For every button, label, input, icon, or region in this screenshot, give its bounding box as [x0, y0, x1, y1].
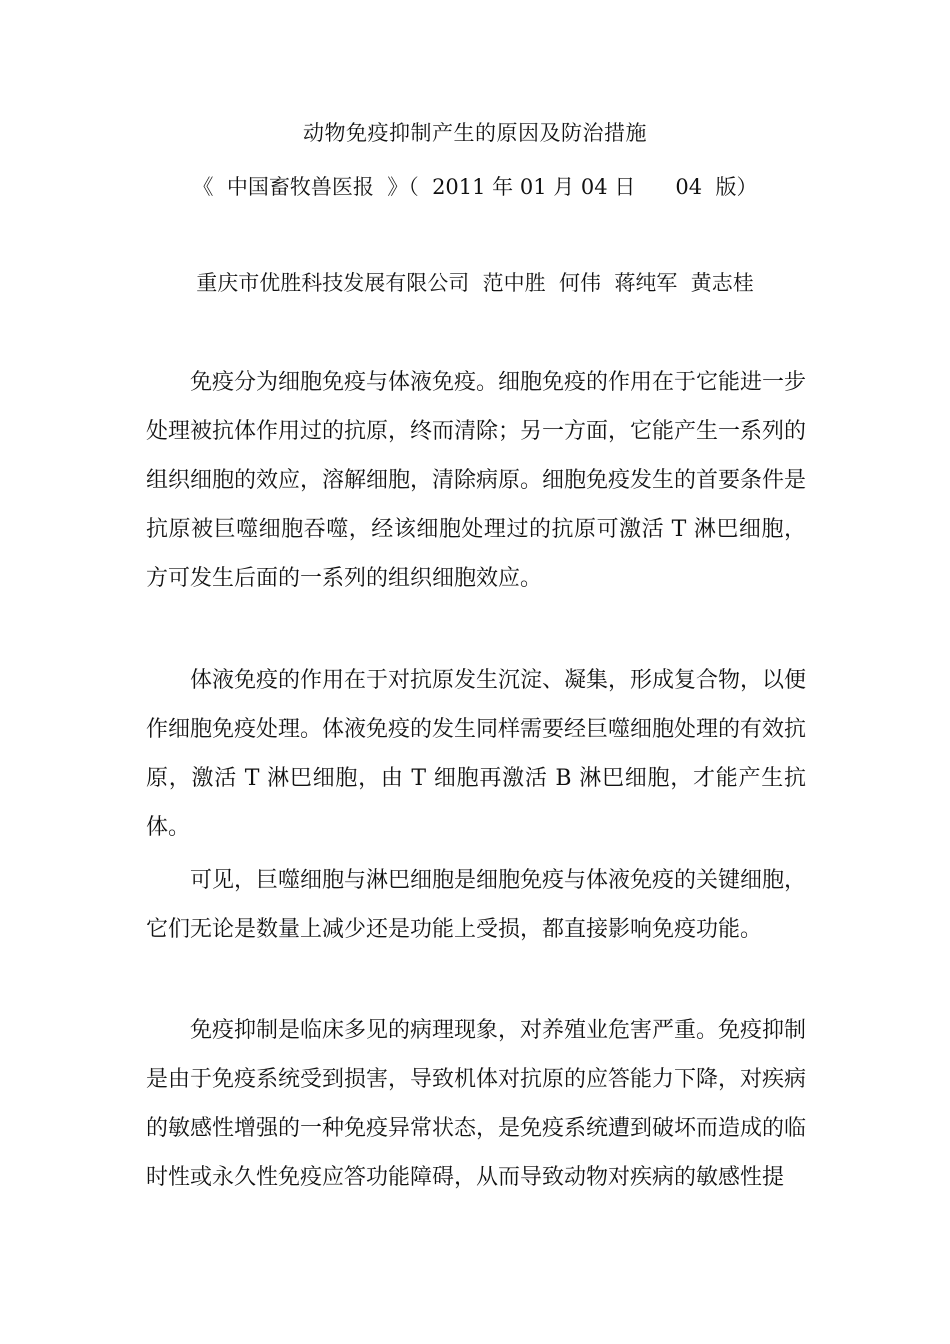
document-title: 动物免疫抑制产生的原因及防治措施 [303, 121, 647, 145]
paragraph-4: 免疫抑制是临床多见的病理现象，对养殖业危害严重。免疫抑制是由于免疫系统受到损害，导致机体对抗原的应答能力下降，对疾病的敏感性增强的一种免疫异常状态，是免疫系统遭到破坏而造成的临时性或永久性免疫应答功能障碍，从而导致动物对疾病的敏感性提 [146, 1018, 807, 1190]
document-source: 《 中国畜牧兽医报 》（ 2011 年 01 月 04 日 04 版） [192, 175, 758, 199]
paragraph-2: 体液免疫的作用在于对抗原发生沉淀、凝集，形成复合物，以便作细胞免疫处理。体液免疫的发生同样需要经巨噬细胞处理的有效抗原，激活 T 淋巴细胞，由 T 细胞再激活 B 淋巴细胞，才能产生抗体。 [146, 668, 807, 840]
paragraph-1: 免疫分为细胞免疫与体液免疫。细胞免疫的作用在于它能进一步处理被抗体作用过的抗原，终而清除；另一方面，它能产生一系列的组织细胞的效应，溶解细胞，清除病原。细胞免疫发生的首要条件是抗原被巨噬细胞吞噬，经该细胞处理过的抗原可激活 T 淋巴细胞，方可发生后面的一系列的组织细胞效应。 [146, 370, 807, 591]
document-authors: 重庆市优胜科技发展有限公司 范中胜 何伟 蒋纯军 黄志桂 [196, 271, 754, 295]
paragraph-3: 可见，巨噬细胞与淋巴细胞是细胞免疫与体液免疫的关键细胞，它们无论是数量上减少还是功能上受损，都直接影响免疫功能。 [146, 868, 807, 942]
